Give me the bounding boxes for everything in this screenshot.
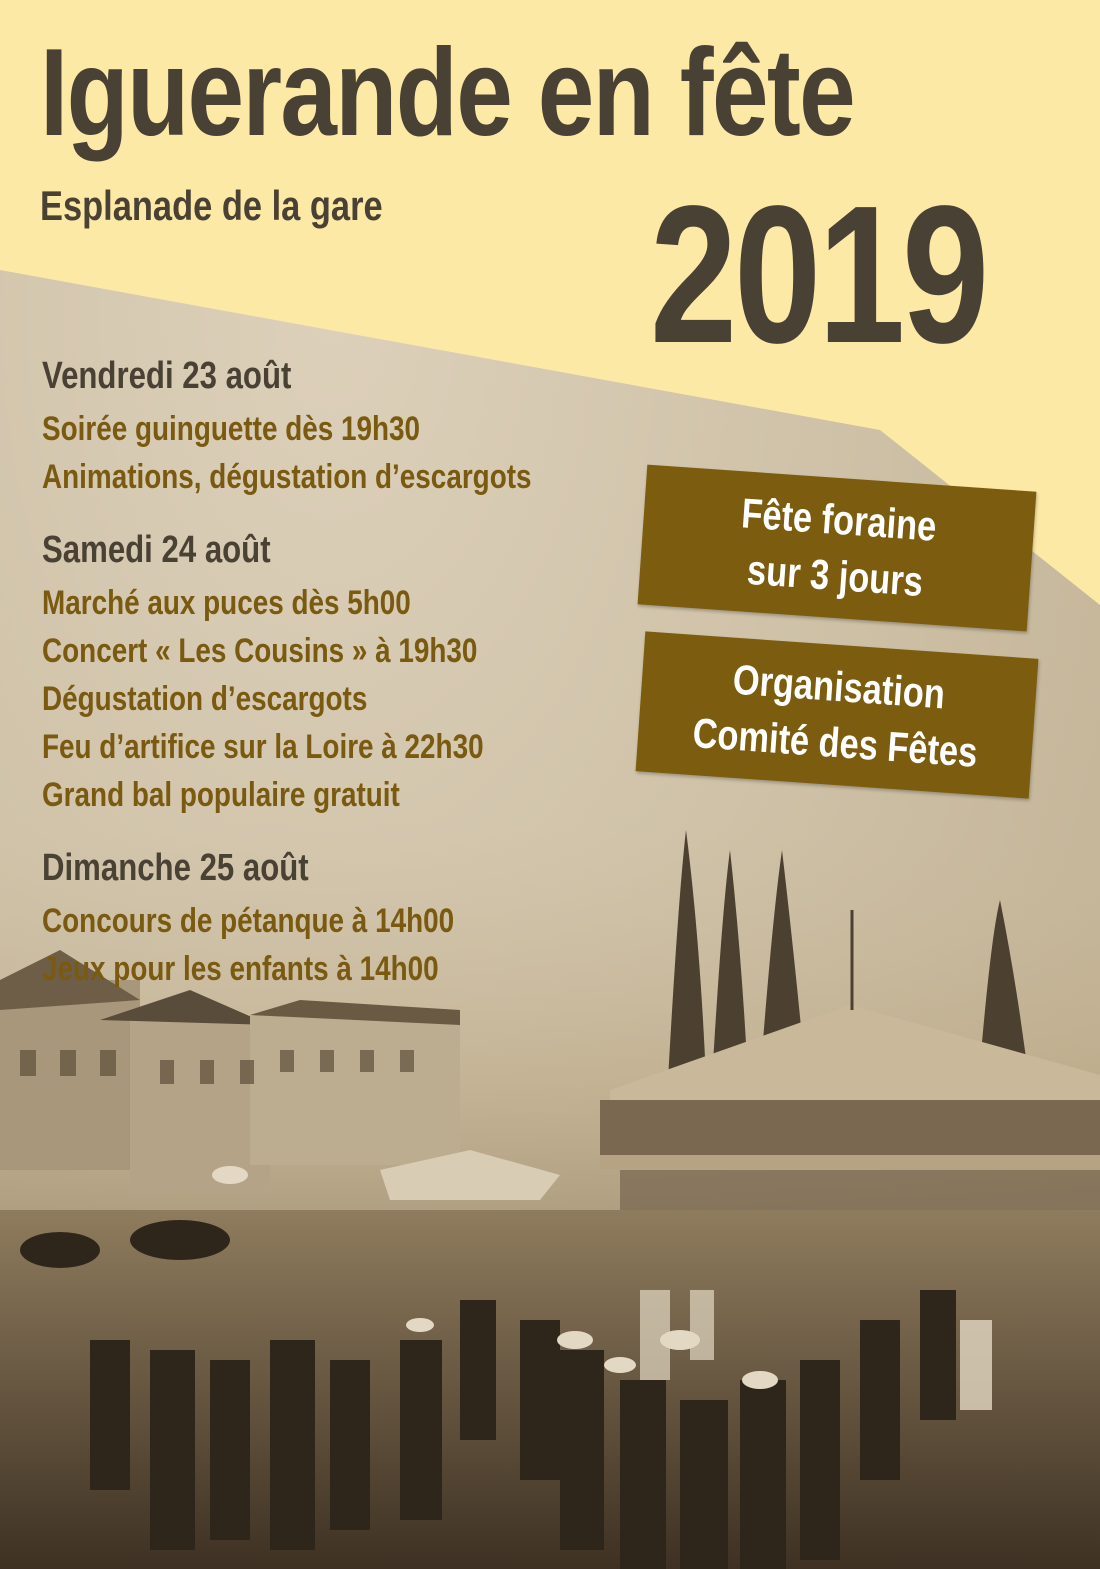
organisation-badge-line: Comité des Fêtes	[691, 709, 979, 776]
fair-badge	[638, 465, 1037, 632]
program-item: Animations, dégustation d’escargots	[42, 458, 532, 496]
location-subtitle: Esplanade de la gare	[40, 182, 383, 229]
program-item: Marché aux puces dès 5h00	[42, 584, 411, 622]
program-item: Feu d’artifice sur la Loire à 22h30	[42, 728, 484, 766]
program-item: Concert « Les Cousins » à 19h30	[42, 632, 478, 670]
day-sunday	[42, 847, 642, 993]
program-item: Soirée guinguette dès 19h30	[42, 410, 421, 448]
day-heading: Samedi 24 août	[42, 529, 271, 571]
fair-badge-line: Fête foraine	[739, 489, 938, 550]
program-item: Dégustation d’escargots	[42, 680, 368, 718]
program-item: Jeux pour les enfants à 14h00	[42, 950, 439, 988]
program	[42, 355, 642, 999]
fair-badge-line: sur 3 jours	[745, 545, 925, 606]
day-heading: Dimanche 25 août	[42, 847, 309, 889]
poster-title: Iguerande en fête	[40, 24, 855, 162]
organisation-badge-line: Organisation	[731, 655, 947, 718]
day-saturday	[42, 529, 642, 819]
organisation-badge	[636, 631, 1039, 798]
program-item: Concours de pétanque à 14h00	[42, 902, 455, 940]
year: 2019	[650, 165, 987, 384]
program-item: Grand bal populaire gratuit	[42, 776, 400, 814]
day-friday	[42, 355, 642, 501]
day-heading: Vendredi 23 août	[42, 355, 292, 397]
